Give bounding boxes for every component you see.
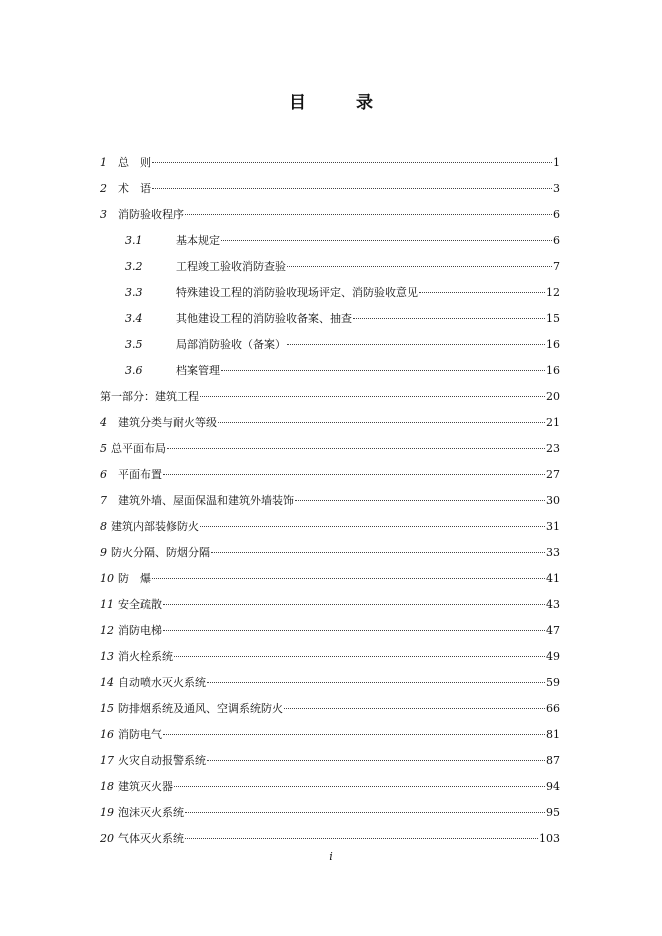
toc-entry-number: 10 xyxy=(100,572,114,585)
toc-entry-page: 16 xyxy=(546,364,560,377)
toc-entry-number: 4 xyxy=(100,416,107,429)
toc-entry[interactable] xyxy=(100,696,560,722)
toc-entry-number: 19 xyxy=(100,806,114,819)
toc-entry[interactable] xyxy=(100,332,560,358)
toc-entry-title: 气体灭火系统 xyxy=(118,832,184,845)
toc-entry-number: 14 xyxy=(100,676,114,689)
toc-entry-number: 11 xyxy=(100,598,114,611)
toc-entry[interactable] xyxy=(100,150,560,176)
toc-entry-page: 6 xyxy=(553,208,560,221)
toc-entry-number: 3.4 xyxy=(125,312,143,325)
toc-entry[interactable] xyxy=(100,748,560,774)
toc-entry-number: 13 xyxy=(100,650,114,663)
toc-entry-page: 87 xyxy=(546,754,560,767)
toc-leader-dots xyxy=(163,734,545,735)
toc-leader-dots xyxy=(207,760,545,761)
toc-entry-page: 30 xyxy=(546,494,560,507)
toc-leader-dots xyxy=(163,604,545,605)
toc-entry-number: 3.6 xyxy=(125,364,143,377)
toc-entry-number: 3.5 xyxy=(125,338,143,351)
toc-leader-dots xyxy=(353,318,545,319)
toc-leader-dots xyxy=(218,422,545,423)
toc-entry[interactable] xyxy=(100,722,560,748)
toc-entry[interactable] xyxy=(100,436,560,462)
toc-leader-dots xyxy=(185,214,552,215)
toc-entry-number: 18 xyxy=(100,780,114,793)
toc-entry-number: 15 xyxy=(100,702,114,715)
toc-entry-page: 43 xyxy=(546,598,560,611)
toc-entry-number: 7 xyxy=(100,494,107,507)
toc-entry[interactable] xyxy=(100,280,560,306)
toc-entry-title: 建筑内部装修防火 xyxy=(111,520,199,533)
toc-entry-title: 基本规定 xyxy=(176,234,220,247)
toc-entry-title: 消火栓系统 xyxy=(118,650,173,663)
toc-leader-dots xyxy=(287,344,545,345)
toc-entry-title: 工程竣工验收消防查验 xyxy=(176,260,286,273)
toc-entry-page: 21 xyxy=(546,416,560,429)
toc-entry[interactable] xyxy=(100,202,560,228)
toc-entry[interactable] xyxy=(100,384,560,410)
toc-entry-page: 81 xyxy=(546,728,560,741)
toc-entry-number: 12 xyxy=(100,624,114,637)
toc-entry[interactable] xyxy=(100,514,560,540)
toc-entry-number: 16 xyxy=(100,728,114,741)
toc-leader-dots xyxy=(207,682,545,683)
toc-entry-title: 第一部分：建筑工程 xyxy=(100,390,199,403)
toc-entry-page: 15 xyxy=(546,312,560,325)
toc-entry-title: 安全疏散 xyxy=(118,598,162,611)
toc-entry-number: 20 xyxy=(100,832,114,845)
toc-leader-dots xyxy=(174,786,545,787)
table-of-contents xyxy=(100,150,560,852)
toc-entry[interactable] xyxy=(100,618,560,644)
toc-leader-dots xyxy=(167,448,545,449)
toc-entry-number: 3 xyxy=(100,208,107,221)
toc-entry-page: 1 xyxy=(553,156,560,169)
toc-leader-dots xyxy=(152,578,545,579)
toc-entry[interactable] xyxy=(100,176,560,202)
toc-entry-page: 27 xyxy=(546,468,560,481)
page-title: 目 录 xyxy=(289,93,395,113)
toc-entry[interactable] xyxy=(100,670,560,696)
page-number: i xyxy=(329,850,333,863)
toc-entry-page: 3 xyxy=(553,182,560,195)
toc-entry-page: 31 xyxy=(546,520,560,533)
toc-leader-dots xyxy=(200,396,545,397)
toc-entry-page: 95 xyxy=(546,806,560,819)
toc-entry[interactable] xyxy=(100,774,560,800)
toc-entry-page: 41 xyxy=(546,572,560,585)
toc-leader-dots xyxy=(284,708,545,709)
toc-leader-dots xyxy=(185,838,538,839)
toc-entry-page: 20 xyxy=(546,390,560,403)
toc-entry-page: 33 xyxy=(546,546,560,559)
toc-entry-title: 防 爆 xyxy=(118,572,151,585)
toc-entry-page: 12 xyxy=(546,286,560,299)
toc-entry-title: 火灾自动报警系统 xyxy=(118,754,206,767)
toc-entry-page: 103 xyxy=(539,832,560,845)
toc-entry-title: 局部消防验收（备案） xyxy=(176,338,286,351)
toc-entry-title: 防排烟系统及通风、空调系统防火 xyxy=(118,702,283,715)
toc-entry-number: 9 xyxy=(100,546,107,559)
toc-entry-title: 消防电梯 xyxy=(118,624,162,637)
toc-entry-number: 6 xyxy=(100,468,107,481)
toc-entry-number: 1 xyxy=(100,156,107,169)
toc-entry[interactable] xyxy=(100,254,560,280)
toc-entry-page: 23 xyxy=(546,442,560,455)
toc-leader-dots xyxy=(295,500,545,501)
toc-entry-page: 66 xyxy=(546,702,560,715)
toc-entry-number: 8 xyxy=(100,520,107,533)
toc-leader-dots xyxy=(221,370,545,371)
toc-entry[interactable] xyxy=(100,410,560,436)
toc-entry-title: 总 则 xyxy=(118,156,151,169)
toc-entry-title: 消防电气 xyxy=(118,728,162,741)
toc-entry-title: 建筑外墙、屋面保温和建筑外墙装饰 xyxy=(118,494,294,507)
toc-leader-dots xyxy=(419,292,545,293)
toc-entry-page: 16 xyxy=(546,338,560,351)
toc-entry-number: 17 xyxy=(100,754,114,767)
toc-leader-dots xyxy=(200,526,545,527)
toc-entry-title: 建筑分类与耐火等级 xyxy=(118,416,217,429)
toc-leader-dots xyxy=(287,266,552,267)
toc-entry-number: 5 xyxy=(100,442,107,455)
toc-entry[interactable] xyxy=(100,592,560,618)
toc-entry-page: 49 xyxy=(546,650,560,663)
toc-entry-title: 防火分隔、防烟分隔 xyxy=(111,546,210,559)
toc-leader-dots xyxy=(163,474,545,475)
toc-leader-dots xyxy=(221,240,552,241)
toc-entry-title: 自动喷水灭火系统 xyxy=(118,676,206,689)
toc-entry-title: 建筑灭火器 xyxy=(118,780,173,793)
toc-entry[interactable] xyxy=(100,644,560,670)
toc-entry[interactable] xyxy=(100,540,560,566)
toc-entry-number: 3.2 xyxy=(125,260,143,273)
toc-entry[interactable] xyxy=(100,306,560,332)
toc-entry-page: 47 xyxy=(546,624,560,637)
toc-entry[interactable] xyxy=(100,566,560,592)
toc-entry-number: 3.1 xyxy=(125,234,143,247)
toc-entry-page: 59 xyxy=(546,676,560,689)
toc-entry-title: 档案管理 xyxy=(176,364,220,377)
toc-entry[interactable] xyxy=(100,488,560,514)
toc-leader-dots xyxy=(163,630,545,631)
toc-entry-title: 其他建设工程的消防验收备案、抽查 xyxy=(176,312,352,325)
toc-entry-page: 94 xyxy=(546,780,560,793)
toc-leader-dots xyxy=(152,162,552,163)
toc-entry[interactable] xyxy=(100,228,560,254)
toc-entry-title: 泡沫灭火系统 xyxy=(118,806,184,819)
toc-entry-number: 2 xyxy=(100,182,107,195)
toc-entry-title: 平面布置 xyxy=(118,468,162,481)
toc-entry[interactable] xyxy=(100,800,560,826)
toc-entry[interactable] xyxy=(100,358,560,384)
toc-leader-dots xyxy=(211,552,545,553)
toc-leader-dots xyxy=(174,656,545,657)
toc-entry[interactable] xyxy=(100,826,560,852)
toc-entry-title: 术 语 xyxy=(118,182,151,195)
toc-entry-title: 总平面布局 xyxy=(111,442,166,455)
toc-leader-dots xyxy=(185,812,545,813)
toc-entry-page: 6 xyxy=(553,234,560,247)
toc-entry-title: 特殊建设工程的消防验收现场评定、消防验收意见 xyxy=(176,286,418,299)
toc-leader-dots xyxy=(152,188,552,189)
toc-entry[interactable] xyxy=(100,462,560,488)
toc-entry-page: 7 xyxy=(553,260,560,273)
toc-entry-number: 3.3 xyxy=(125,286,143,299)
toc-entry-title: 消防验收程序 xyxy=(118,208,184,221)
